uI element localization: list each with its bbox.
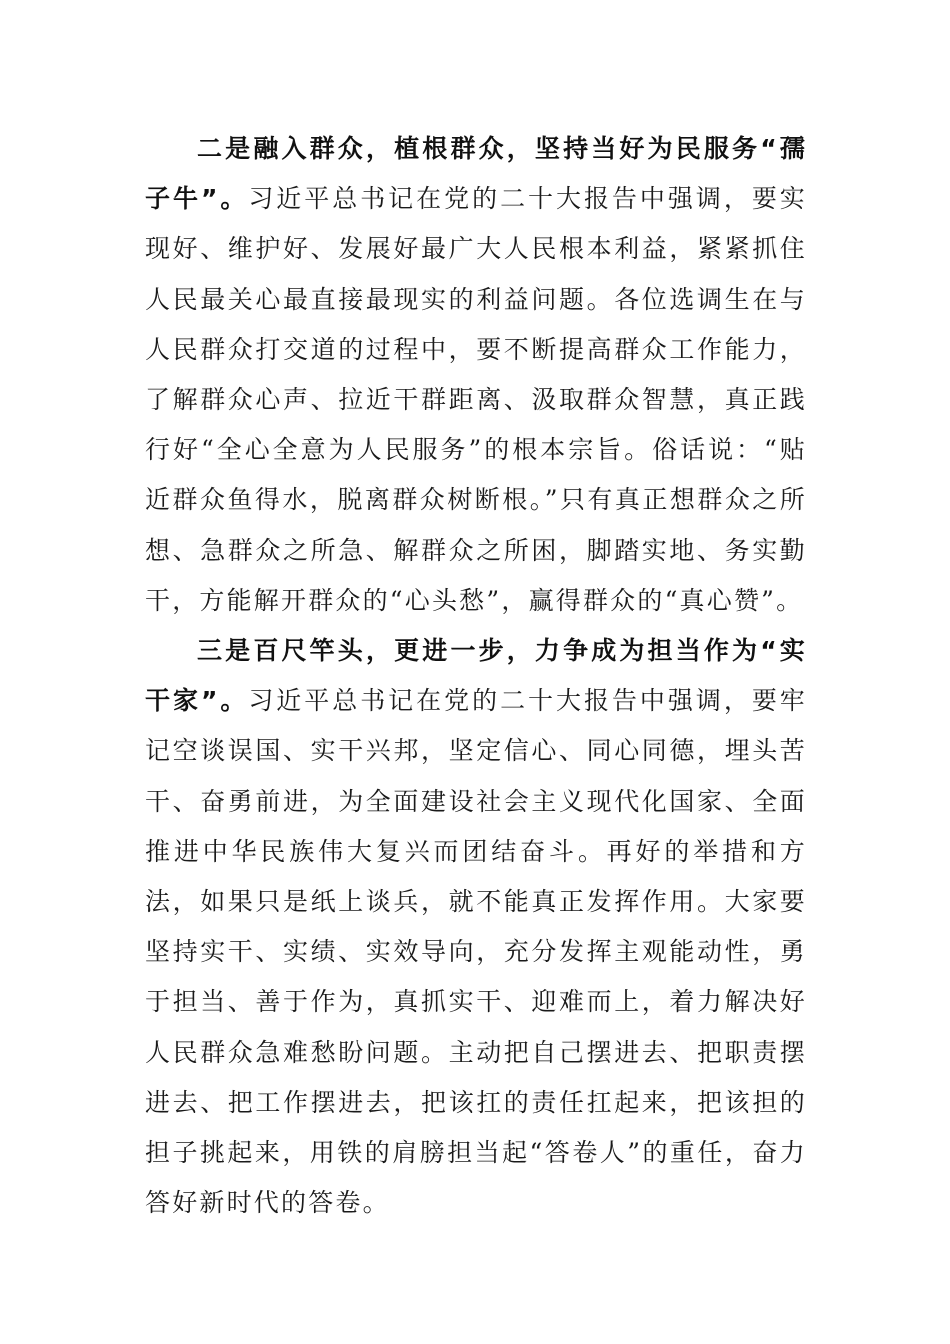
paragraph-text: 习近平总书记在党的二十大报告中强调，要牢记空谈误国、实干兴邦，坚定信心、同心同德，埋头苦干、奋勇前进，为全面建设社会主义现代化国家、全面推进中华民族伟大复兴而团结奋斗。再好的举措和方法，如果只是纸上谈兵，就不能真正发挥作用。大家要坚持实干、实绩、实效导向，充分发挥主观能动性，勇于担当、善于作为，真抓实干、迎难而上，着力解决好人民群众急难愁盼问题。主动把自己摆进去、把职责摆进去、把工作摆进去，把该扛的责任扛起来，把该担的担子挑起来，用铁的肩膀担当起“答卷人”的重任，奋力答好新时代的答卷。 [145,686,807,1218]
paragraph-serve-people [145,124,807,626]
paragraph-heading: 二是融入群众，植根群众，坚持当好为民服务“孺子牛”。 [145,134,807,214]
paragraph-hard-work [145,626,807,1228]
paragraph-heading: 三是百尺竿头，更进一步，力争成为担当作为“实干家”。 [145,636,807,716]
paragraph-text: 习近平总书记在党的二十大报告中强调，要实现好、维护好、发展好最广大人民根本利益，紧紧抓住人民最关心最直接最现实的利益问题。各位选调生在与人民群众打交道的过程中，要不断提高群众工作能力，了解群众心声、拉近干群距离、汲取群众智慧，真正践行好“全心全意为人民服务”的根本宗旨。俗话说：“贴近群众鱼得水，脱离群众树断根。”只有真正想群众之所想、急群众之所急、解群众之所困，脚踏实地、务实勤干，方能解开群众的“心头愁”，赢得群众的“真心赞”。 [145,184,807,615]
document-body [145,124,807,1228]
